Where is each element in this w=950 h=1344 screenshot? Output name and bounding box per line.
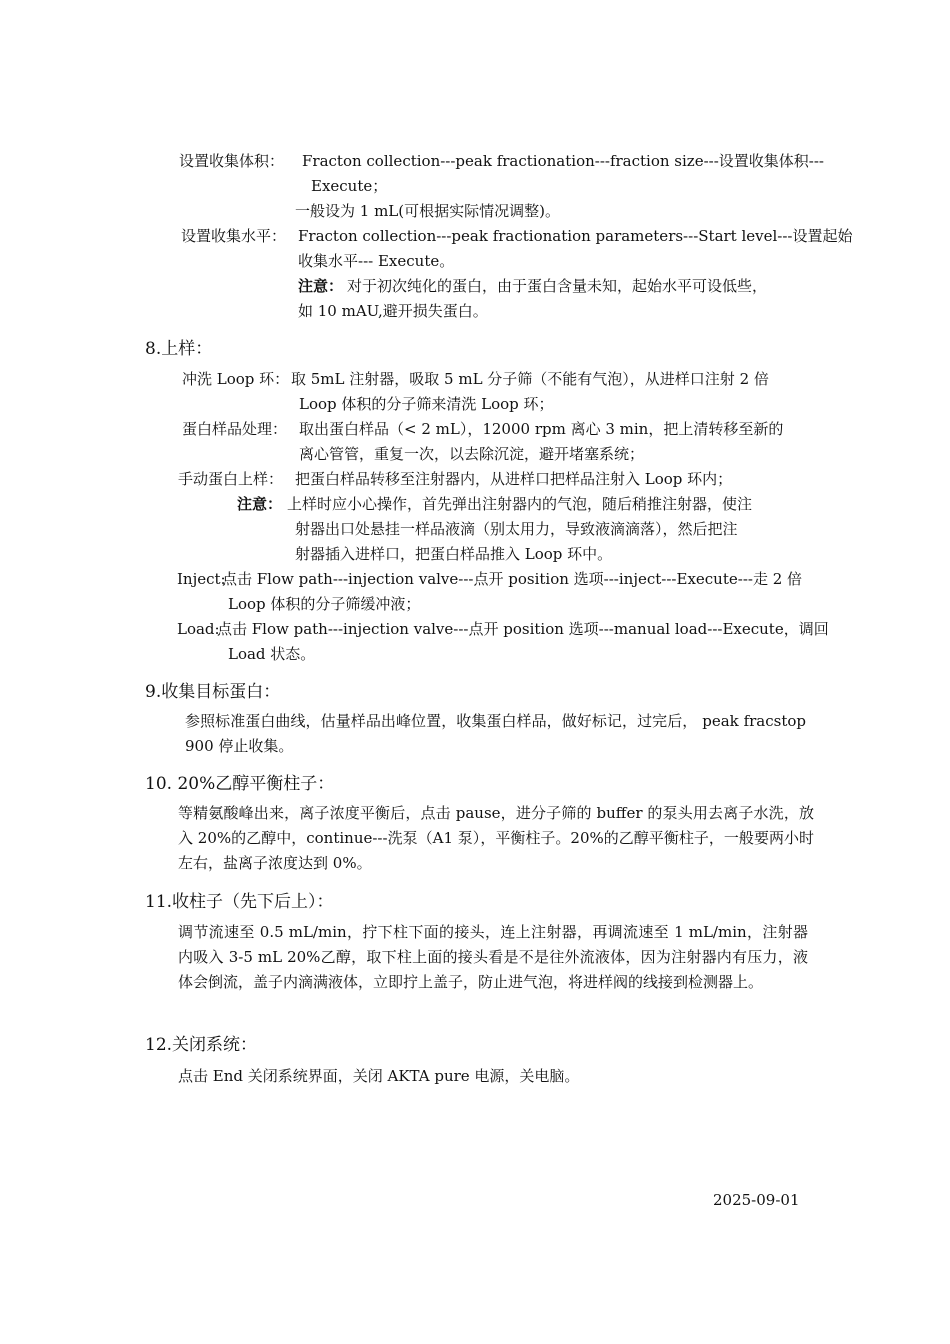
manual-label: 手动蛋白上样： <box>178 470 284 488</box>
sample-label: 蛋白样品处理： <box>182 420 288 438</box>
level-label: 设置收集水平： <box>181 227 287 245</box>
note-text-1: 对于初次纯化的蛋白，由于蛋白含量未知，起始水平可设低些， <box>347 277 768 295</box>
level-text-1: Fracton collection---peak fractionation parameters---Start level---设置起始 <box>298 227 853 245</box>
note-8-text-3: 射器插入进样口，把蛋白样品推入 Loop 环中。 <box>295 545 613 563</box>
section-10-heading: 10. 20%乙醇平衡柱子： <box>145 774 335 794</box>
loop-text-2: Loop 体积的分子筛来清洗 Loop 环； <box>299 395 554 413</box>
volume-text-2: Execute； <box>311 177 388 195</box>
note-label-8: 注意： <box>237 495 283 513</box>
section-8-heading: 8.上样： <box>145 339 213 359</box>
footer-date: 2025-09-01 <box>713 1191 800 1209</box>
section-12-text: 点击 End 关闭系统界面，关闭 AKTA pure 电源，关电脑。 <box>178 1067 580 1085</box>
section-11-text: 调节流速至 0.5 mL/min，拧下柱下面的接头，连上注射器，再调流速至 1 mL/min，注射器内吸入 3-5 mL 20%乙醇，取下柱上面的接头看是不是往外流液体，因为注射器内有压力，液体会倒流，盖子内滴满液体，立即拧上盖子，防止进气泡，将进样阀的线接到检测器上。 <box>178 923 808 991</box>
section-11-heading: 11.收柱子（先下后上）： <box>145 892 334 912</box>
load-label: Load: <box>177 620 220 638</box>
volume-label: 设置收集体积： <box>179 152 285 170</box>
load-text-2: Load 状态。 <box>228 645 316 663</box>
section-12-heading: 12.关闭系统： <box>145 1035 258 1055</box>
inject-label: Inject: <box>177 570 226 588</box>
section-9-heading: 9.收集目标蛋白： <box>145 682 281 702</box>
inject-text-1: 点击 Flow path---injection valve---点开 position 选项---inject---Execute---走 2 倍 <box>222 570 803 588</box>
loop-text-1: 取 5mL 注射器，吸取 5 mL 分子筛（不能有气泡），从进样口注射 2 倍 <box>291 370 769 388</box>
inject-text-2: Loop 体积的分子筛缓冲液； <box>228 595 421 613</box>
volume-text-3: 一般设为 1 mL(可根据实际情况调整)。 <box>295 202 560 220</box>
level-text-2: 收集水平--- Execute。 <box>298 252 455 270</box>
note-8-text-2: 射器出口处悬挂一样品液滴（别太用力，导致液滴滴落），然后把注 <box>295 520 738 538</box>
manual-text: 把蛋白样品转移至注射器内，从进样口把样品注射入 Loop 环内； <box>295 470 733 488</box>
note-text-2: 如 10 mAU,避开损失蛋白。 <box>298 302 488 320</box>
sample-text-2: 离心管管，重复一次，以去除沉淀，避开堵塞系统； <box>299 445 645 463</box>
note-label: 注意： <box>298 277 344 295</box>
loop-label: 冲洗 Loop 环： <box>182 370 290 388</box>
load-text-1: 点击 Flow path---injection valve---点开 position 选项---manual load---Execute，调回 <box>217 620 829 638</box>
section-9-text: 参照标准蛋白曲线，估量样品出峰位置，收集蛋白样品，做好标记，过完后， peak fracstop 900 停止收集。 <box>185 712 806 755</box>
note-8-text-1: 上样时应小心操作，首先弹出注射器内的气泡，随后稍推注射器，使注 <box>287 495 753 513</box>
sample-text-1: 取出蛋白样品（< 2 mL），12000 rpm 离心 3 min，把上清转移至新的 <box>299 420 784 438</box>
section-10-text: 等精氨酸峰出来，离子浓度平衡后，点击 pause，进分子筛的 buffer 的泵头用去离子水洗，放入 20%的乙醇中，continue---洗泵（A1 泵），平衡柱子。20%的乙醇平衡柱子，一般要两小时左右，盐离子浓度达到 0%。 <box>178 804 814 872</box>
volume-text-1: Fracton collection---peak fractionation---fraction size---设置收集体积--- <box>302 152 824 170</box>
